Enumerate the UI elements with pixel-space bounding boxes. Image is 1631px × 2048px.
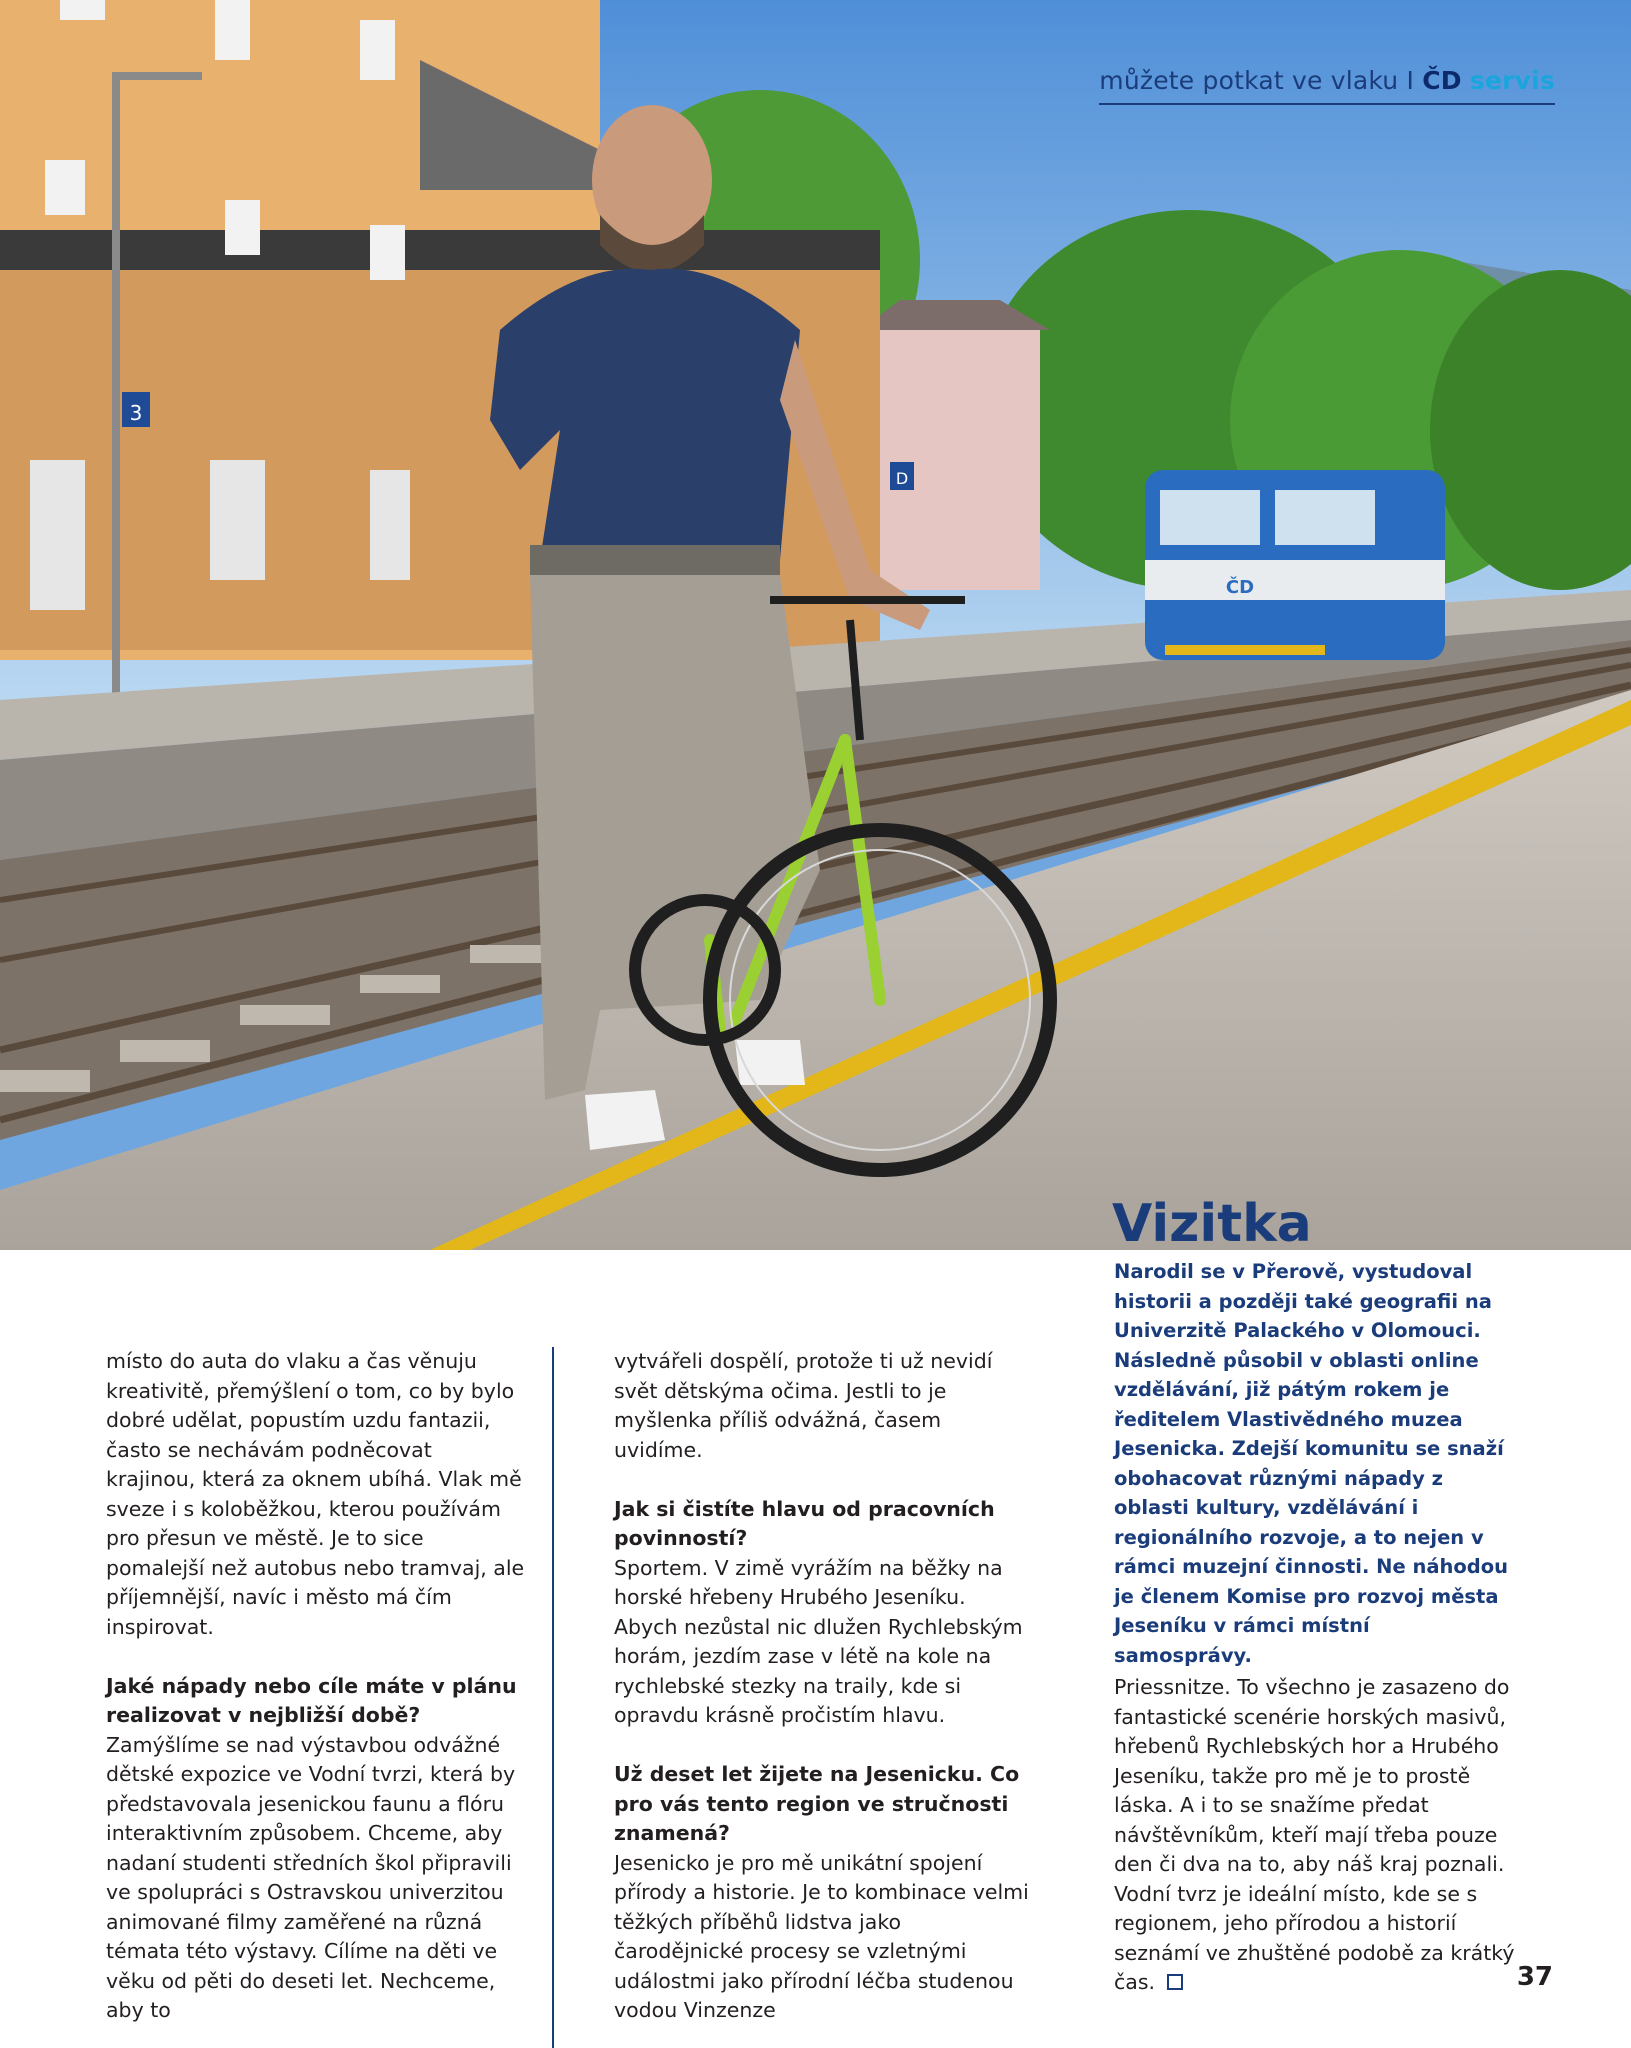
interview-answer: Sportem. V zimě vyrážím na běžky na horské hřebeny Hrubého Jeseníku. Abych nezůstal nic dlužen Rychlebským horám, jezdím zase v létě na kole na rychlebské stezky na traily, kde si opravdu krásně pročistím hlavu.: [614, 1555, 1023, 1727]
interview-question: Jaké nápady nebo cíle máte v plánu realizovat v nejbližší době?: [106, 1673, 517, 1727]
train-logo: ČD: [1225, 577, 1255, 598]
vizitka-title: Vizitka: [1112, 1194, 1312, 1254]
page-number: 37: [1516, 1962, 1553, 1992]
paragraph: Priessnitze. To všechno je zasazeno do fantastické scenérie horských masivů, hřebenů Rychlebských hor a Hrubého Jeseníku, takže pro mě je to prostě láska. A i to se snažíme předat návštěvníkům, kteří mají třeba pouze den či dva na to, aby náš kraj poznali. Vodní tvrz je ideální místo, kde se s regionem, jeho přírodou a historií seznámí ve zhuštěné podobě za krátký čas.: [1114, 1675, 1515, 1994]
paragraph: místo do auta do vlaku a čas věnuju kreativitě, přemýšlení o tom, co by bylo dobré udělat, popustím uzdu fantazii, často se nechávám podněcovat krajinou, která za oknem ubíhá. Vlak mě sveze i s koloběžkou, kterou používám pro přesun ve městě. Je to sice pomalejší než autobus nebo tramvaj, ale příjemnější, navíc i město má čím inspirovat.: [106, 1349, 525, 1639]
interview-answer: Zamýšlíme se nad výstavbou odvážné dětské expozice ve Vodní tvrzi, která by představovala jesenickou faunu a flóru interaktivním způsobem. Chceme, aby nadaní studenti středních škol připravili ve spolupráci s Ostravskou univerzitou animované filmy zaměřené na různá témata této výstavy. Cílíme na děti ve věku od pěti do deseti let. Nechceme, aby to: [106, 1732, 516, 2022]
column-divider: [552, 1347, 554, 2048]
interview-question: Už deset let žijete na Jesenicku. Co pro vás tento region ve stručnosti znamená?: [614, 1762, 1020, 1845]
interview-answer: Jesenicko je pro mě unikátní spojení přírody a historie. Je to kombinace velmi těžkých příběhů lidstva jako čarodějnické procesy se vzletnými událostmi jako přírodní léčba studenou vodou Vinzenze: [614, 1850, 1029, 2022]
article-column-3: [1114, 1673, 1534, 1998]
running-header: [1099, 66, 1555, 105]
article-column-2: [614, 1347, 1034, 2026]
interview-question: Jak si čistíte hlavu od pracovních povinností?: [614, 1496, 995, 1550]
paragraph-with-end-mark: [1114, 1673, 1534, 1998]
cd-brand-label: ČD: [1422, 66, 1462, 95]
sector-sign: D: [895, 469, 909, 488]
end-of-article-icon: [1167, 1974, 1183, 1990]
servis-label: servis: [1469, 66, 1555, 95]
vizitka-text: Narodil se v Přerově, vystudoval historii a později také geografii na Univerzitě Palackého v Olomouci. Následně působil v oblasti online vzdělávání, již pátým rokem je ředitelem Vlastivědného muzea Jesenicka. Zdejší komunitu se snaží obohacovat různými nápady z oblasti kultury, vzdělávání i regionálního rozvoje, a to nejen v rámci muzejní činnosti. Ne náhodou je členem Komise pro rozvoj města Jeseníku v rámci místní samosprávy.: [1114, 1260, 1509, 1667]
article-column-1: [106, 1347, 526, 2026]
paragraph: vytvářeli dospělí, protože ti už nevidí svět dětskýma očima. Jestli to je myšlenka příliš odvážná, časem uvidíme.: [614, 1349, 993, 1462]
platform-sign: 3: [129, 401, 143, 425]
running-header-text: můžete potkat ve vlaku I: [1099, 66, 1423, 95]
